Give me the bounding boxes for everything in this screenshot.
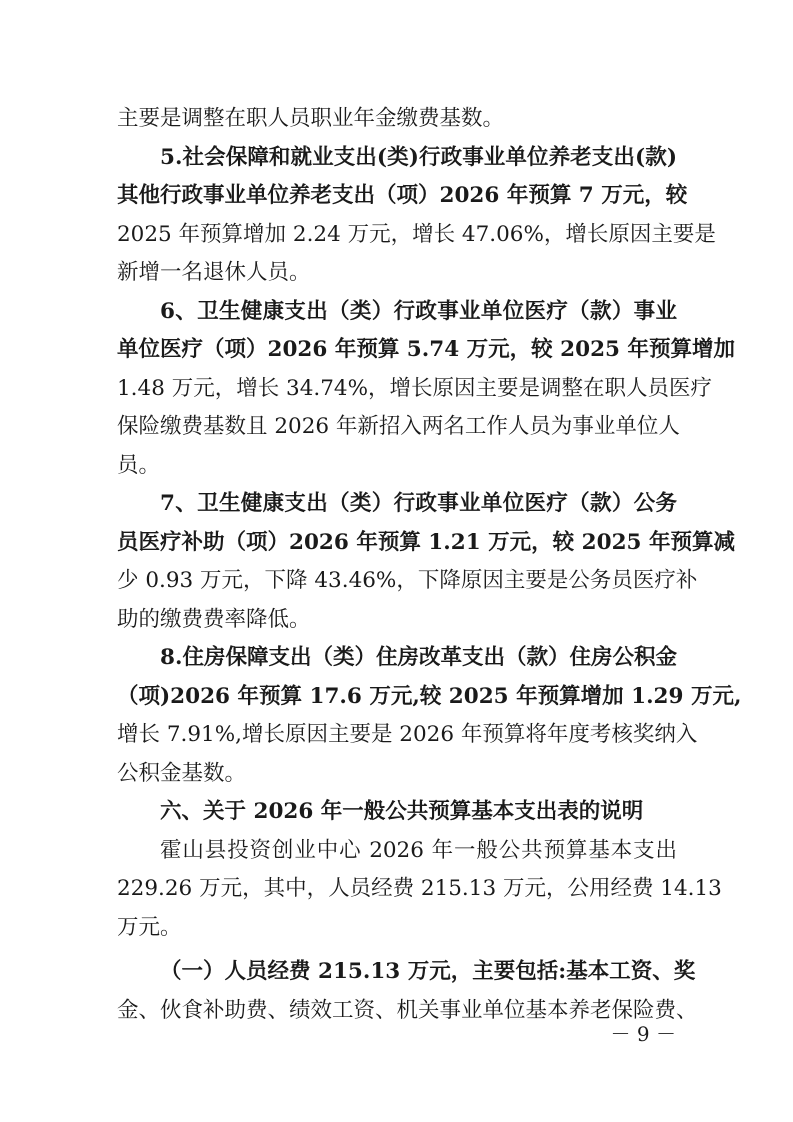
paragraph-line: 229.26 万元，其中，人员经费 215.13 万元，公用经费 14.13 xyxy=(117,876,722,901)
paragraph-line: 2025 年预算增加 2.24 万元，增长 47.06%，增长原因主要是 xyxy=(117,221,716,247)
section-heading-5: 5.社会保障和就业支出(类)行政事业单位养老支出(款) xyxy=(160,144,677,170)
paragraph-line: 保险缴费基数且 2026 年新招入两名工作人员为事业单位人 xyxy=(117,414,680,439)
paragraph-line: 增长 7.91%,增长原因主要是 2026 年预算将年度考核奖纳入 xyxy=(117,722,698,747)
paragraph-line: 少 0.93 万元，下降 43.46%，下降原因主要是公务员医疗补 xyxy=(117,568,698,593)
section-heading-8: 8.住房保障支出（类）住房改革支出（款）住房公积金 xyxy=(160,645,677,670)
paragraph-line: 员医疗补助（项）2026 年预算 1.21 万元，较 2025 年预算减 xyxy=(117,529,735,555)
paragraph-line: 万元。 xyxy=(117,914,182,940)
section-heading-six: 六、关于 2026 年一般公共预算基本支出表的说明 xyxy=(160,799,644,824)
paragraph-line: 公积金基数。 xyxy=(117,760,247,786)
paragraph-line: 员。 xyxy=(117,452,161,478)
page-number: － 9 － xyxy=(610,1022,676,1046)
document-body xyxy=(117,100,742,1030)
paragraph-line: 霍山县投资创业中心 2026 年一般公共预算基本支出 xyxy=(160,837,677,863)
paragraph-line: （项)2026 年预算 17.6 万元,较 2025 年预算增加 1.29 万元, xyxy=(117,683,742,709)
paragraph-line: 1.48 万元，增长 34.74%，增长原因主要是调整在职人员医疗 xyxy=(117,375,713,401)
paragraph-line: 助的缴费费率降低。 xyxy=(117,606,311,632)
paragraph-line: 其他行政事业单位养老支出（项）2026 年预算 7 万元，较 xyxy=(117,183,688,208)
section-heading-6: 6、卫生健康支出（类）行政事业单位医疗（款）事业 xyxy=(160,298,677,324)
paragraph-line: 新增一名退休人员。 xyxy=(117,260,311,285)
paragraph-line: 金、伙食补助费、绩效工资、机关事业单位基本养老保险费、 xyxy=(117,997,698,1023)
subsection-heading-personnel: （一）人员经费 215.13 万元，主要包括:基本工资、奖 xyxy=(160,959,696,984)
paragraph-line: 单位医疗（项）2026 年预算 5.74 万元，较 2025 年预算增加 xyxy=(117,337,735,362)
paragraph-line: 主要是调整在职人员职业年金缴费基数。 xyxy=(117,106,505,131)
section-heading-7: 7、卫生健康支出（类）行政事业单位医疗（款）公务 xyxy=(160,491,677,516)
